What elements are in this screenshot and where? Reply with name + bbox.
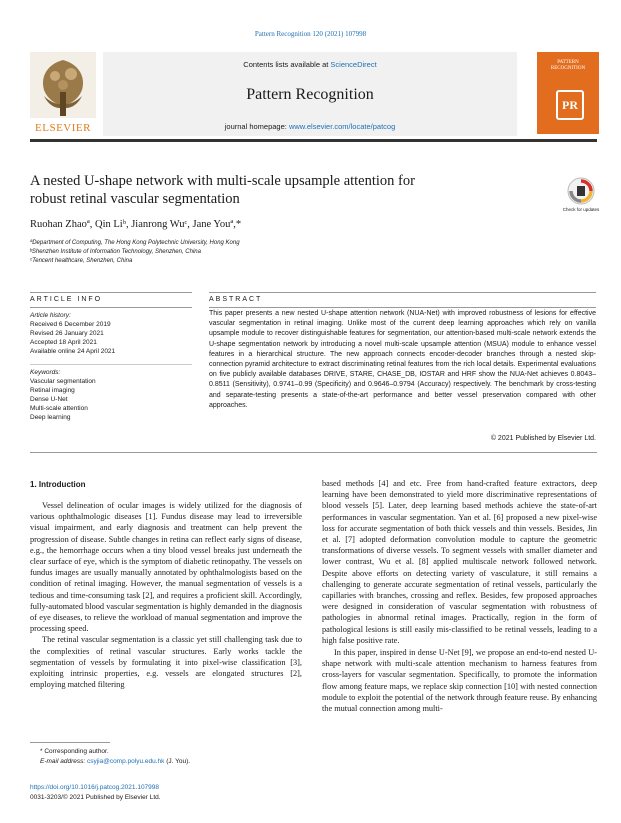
keyword-item: Dense U-Net	[30, 396, 68, 403]
affiliation-b: ᵇShenzhen Institute of Information Technology, Shenzhen, China	[30, 249, 201, 255]
keyword-item: Vascular segmentation	[30, 378, 96, 385]
journal-cover[interactable]	[537, 52, 599, 134]
corresponding-author-note: * Corresponding author.	[40, 748, 109, 755]
info-rule	[30, 292, 192, 293]
introduction-heading: 1. Introduction	[30, 480, 86, 489]
right-column	[322, 478, 597, 714]
keywords-label: Keywords:	[30, 369, 61, 376]
affiliation-a: ªDepartment of Computing, The Hong Kong Polytechnic University, Hong Kong	[30, 240, 240, 246]
email-link[interactable]: csyjia@comp.polyu.edu.hk	[86, 758, 165, 765]
left-column	[30, 500, 302, 690]
check-for-updates-icon[interactable]	[566, 176, 596, 206]
history-revised: Revised 26 January 2021	[30, 330, 104, 337]
homepage-link[interactable]: www.elsevier.com/locate/patcog	[288, 122, 396, 131]
check-for-updates-label: Check for updates	[562, 207, 600, 212]
intro-paragraph: Vessel delineation of ocular images is widely utilized for the diagnosis of various ophthalmologic diseases [1]. Fundus disease may lead to irreversible visual impairment, and early diagnosis and treatment can help prevent the progression of disease. Subtle changes in retina can reflect early signs of disease, e.g., the hemorrhage occurs when a tiny blood vessel breaks just underneath the clear surface of eye, which is the symptom of diabetic retinopathy. The vessels on fundus images are usually manually annotated by ophthalmologists based on the condition of retinal imaging. However, the manual segmentation of vessels is a tedious and time-consuming task [2], and requires a proficient skill. Accordingly, fully-automated blood vascular segmentation is highly demanded in the diagnosis of eye diseases, to relieve the workload of manual segmentation and improve the processing speed.	[30, 501, 302, 634]
abstract-heading: ABSTRACT	[209, 296, 263, 303]
homepage-line	[103, 122, 517, 131]
contents-prefix: Contents lists available at	[243, 60, 331, 69]
copyright-line: © 2021 Published by Elsevier Ltd.	[490, 435, 596, 442]
issn-line: 0031-3203/© 2021 Published by Elsevier Ltd.	[30, 794, 161, 801]
abstract-rule-lower	[209, 307, 596, 308]
keyword-item: Deep learning	[30, 414, 71, 421]
intro-paragraph: The retinal vascular segmentation is a classic yet still challenging task due to the complexities of retinal vascular structures. Early works tackle the segmentation of vessels by formulating it into pixel-wise classification [3], exploiting intrinsic properties, e.g. vessels are elongated structures [2], employing matched filtering	[30, 635, 302, 690]
intro-paragraph: In this paper, inspired in dense U-Net [9], we propose an end-to-end nested U-shape network with multi-scale attention mechanism to harness features from cross-layers for vascular segmentation. Specifically, to promote the information flow among feature maps, we replace skip connection [10] with nested connection module to exploit the potential of the network through feature reuse. By enhancing the mutual connection among multi-	[322, 648, 597, 714]
elsevier-wordmark: ELSEVIER	[35, 122, 91, 134]
article-info-heading: ARTICLE INFO	[30, 296, 103, 303]
history-label: Article history:	[30, 312, 71, 319]
history-online: Available online 24 April 2021	[30, 348, 116, 355]
homepage-prefix: journal homepage:	[224, 122, 289, 131]
history-received: Received 6 December 2019	[30, 321, 111, 328]
cover-logo: PR	[556, 90, 584, 120]
email-note	[40, 758, 190, 765]
contents-line	[103, 60, 517, 69]
abstract-rule	[209, 292, 596, 293]
header-rule	[30, 139, 597, 142]
cover-title: PATTERN RECOGNITION	[550, 60, 586, 71]
author-list: Ruohan Zhaoª, Qin Liᵇ, Jianrong Wuᶜ, Jane Youª,*	[30, 219, 242, 230]
keyword-item: Multi-scale attention	[30, 405, 88, 412]
email-suffix: (J. You).	[164, 758, 191, 765]
journal-reference[interactable]: Pattern Recognition 120 (2021) 107998	[254, 30, 367, 38]
history-accepted: Accepted 18 April 2021	[30, 339, 97, 346]
keyword-item: Retinal imaging	[30, 387, 75, 394]
affiliation-c: ᶜTencent healthcare, Shenzhen, China	[30, 258, 133, 264]
article-title	[30, 172, 500, 208]
email-label: E-mail address:	[40, 758, 87, 765]
sciencedirect-link[interactable]: ScienceDirect	[330, 60, 377, 69]
journal-name: Pattern Recognition	[246, 86, 374, 103]
info-rule-lower	[30, 307, 192, 308]
title-line-2: robust retinal vascular segmentation	[30, 191, 240, 207]
abstract-text: This paper presents a new nested U-shape attention network (NUA-Net) with improved robustness of lesions for effective vascular segmentation in retinal imaging. Unlike most of the current deep learning approaches which rely on vanilla upsample module to recover distinguishable features for segmentation, our attention-based multi-scale network extends the U-shape segmentation network by introducing a novel multi-scale upsample attention (MSUA) module to enhance vessel features in a hierarchical structure. The new approach connects encoder-decoder branches through a nested skip-connection pyramid architecture to extract discriminating retinal features from the rich local details. Experimental evaluations on five publicly available databases DRIVE, STARE, CHASE_DB, IOSTAR and HRF show the NUA-Net achieves 0.8043–0.8511 (Sensitivity), 0.9741–0.99 (Specificity) and 0.9646–0.9794 (Accuracy) respectively. The benchmark by cross-testing and separate-testing presents a state-of-the-art performance and better vessel preservation compared with other approaches.	[209, 310, 596, 409]
keywords-rule	[30, 364, 192, 365]
intro-paragraph: based methods [4] and etc. Free from hand-crafted feature extractors, deep learning have been demonstrated to yield more discriminative representations of blood vessels [5]. Later, deep learning based methods achieve the state-of-art performances in vascular segmentation. Yan et al. [6] proposed a new pixel-wise loss for accurate segmentation of both thick vessels and thin vessels. Besides, Jin et al. [7] adopted deformation convolution module to capture the geometric transformations of diverse vessels. To segment vessels with smaller diameter and lower contrast, Wu et al. [8] applied multiscale network followed network. Despite above efforts on detecting variety of vasculature, it still remains a challenging to generate accurate segmentation of retinal vessels, particularly the capillaries with branches, crossing and reflex. Besides, few proposed approaches were designed in consideration of vascular segmentation with robustness of pathologies in abnormal retinal images. Practically, region in the form of pathological lesions is still easily mis-classified to be retinal vessels, leading to a high false positive rate.	[322, 479, 597, 645]
abstract-bottom-rule	[30, 452, 597, 453]
title-line-1: A nested U-shape network with multi-scale upsample attention for	[30, 173, 415, 189]
footnote-rule	[30, 742, 110, 743]
doi-link[interactable]: https://doi.org/10.1016/j.patcog.2021.107998	[30, 784, 160, 791]
